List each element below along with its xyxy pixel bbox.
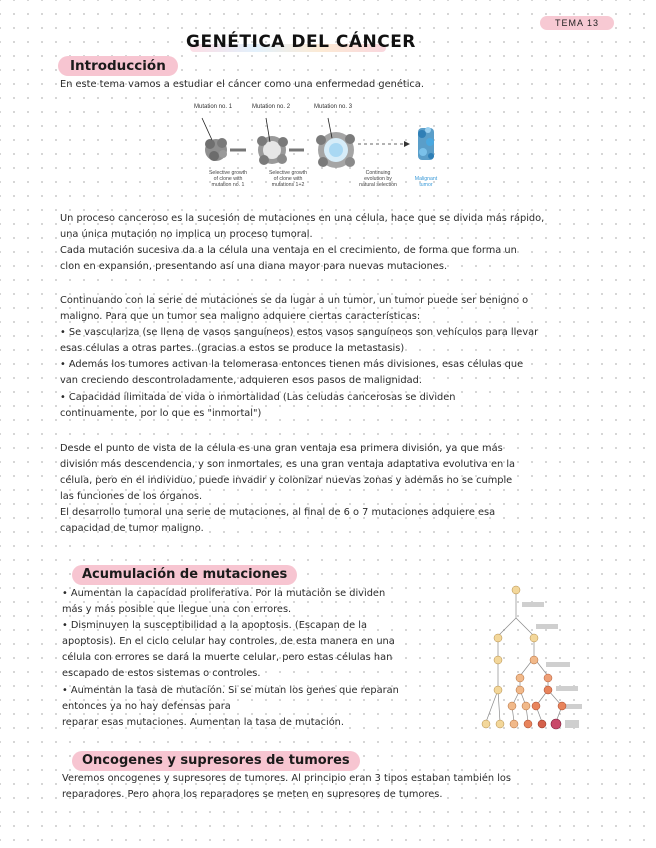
tree-cells <box>482 586 579 729</box>
cell-cluster-2 <box>257 136 288 165</box>
cell-lineage-figure <box>476 578 586 738</box>
section-heading-acumulacion: Acumulación de mutaciones <box>72 565 297 585</box>
figure-caption: Selective growth of clone with mutations 1+2 <box>268 170 308 188</box>
section-heading-oncogenes: Oncogenes y supresores de tumores <box>72 751 360 771</box>
cell-cluster-1 <box>205 138 227 161</box>
malignant-tumor <box>418 127 434 160</box>
intro-paragraph-1: Un proceso canceroso es la sucesión de mutaciones en una célula, hace que se divida más rápido, una única mutación no implica un proceso tumoral. Cada mutación sucesiva da a la célula una ventaja en el crecimiento, de forma que forma un clon en expansión, presentando así una diana mayor para nuevas mutaciones. <box>60 213 545 273</box>
intro-paragraph-3: Desde el punto de vista de la célula es una gran ventaja esa primera división, ya que más división más descendencia, y son inmortales, es una gran ventaja adaptativa evolutiva en la célula, pero en el individuo, puede invadir y colonizar nuevas zonas y además no se cumple las funciones de los órganos. El desarrollo tumoral una serie de mutaciones, al final de 6 o 7 mutaciones adquiere esa capacidad de tumor maligno. <box>60 443 516 535</box>
intro-lead: En este tema vamos a estudiar el cáncer como una enfermedad genética. <box>60 79 424 90</box>
figure-label: Mutation no. 2 <box>252 104 291 110</box>
figure-cells <box>190 112 460 168</box>
figure-caption: Selective growth of clone with mutation no. 1 <box>208 170 248 188</box>
figure-label: Mutation no. 1 <box>194 104 233 110</box>
acumulacion-list: • Aumentan la capacidad proliferativa. Por la mutación se dividen más y más posible que llegue una con errores. • Disminuyen la susceptibilidad a la apoptosis. (Escapan de la apoptosis). En el ciclo celular hay controles, de esta manera en una célula con errores se dará la muerte celular, pero estas células han escapado de estos sistemas o controles. • Aumentan la tasa de mutación. Si se mutan los genes que reparan entonces ya no hay defensas para reparar esas mutaciones. Aumentan la tasa de mutación. <box>62 588 399 728</box>
section-heading-introduccion: Introducción <box>58 56 178 76</box>
tree-label-boxes <box>522 602 582 709</box>
page-title: GENÉTICA DEL CÁNCER <box>186 32 416 52</box>
clonal-evolution-figure <box>190 104 460 204</box>
figure-caption-malignant: Malignant tumor <box>414 176 438 188</box>
mutation-arrow <box>202 118 212 140</box>
topic-badge: TEMA 13 <box>540 16 614 30</box>
oncogenes-text: Veremos oncogenes y supresores de tumores. Al principio eran 3 tipos estaban también los reparadores. Pero ahora los reparadores se meten en supresores de tumores. <box>62 773 512 801</box>
figure-caption: Continuing evolution by natural selection <box>359 170 397 188</box>
intro-paragraph-2: Continuando con la serie de mutaciones se da lugar a un tumor, un tumor puede ser benigno o maligno. Para que un tumor sea maligno adquiere ciertas características: • Se vasculariza (se llena de vasos sanguíneos) estos vasos sanguíneos son vehículos para llevar esas células a otras partes. (gracias a estos se produce la metastasis) • Además los tumores activan la telomerasa entonces tienen más divisiones, esas células que van creciendo descontroladamente, adquieren esos pasos de malignidad. • Capacidad ilimitada de vida o inmortalidad (Las celudas cancerosas se dividen continuamente, por lo que es "inmortal") <box>60 295 539 419</box>
cell-cluster-3 <box>316 132 355 168</box>
figure-label: Mutation no. 3 <box>314 104 353 110</box>
